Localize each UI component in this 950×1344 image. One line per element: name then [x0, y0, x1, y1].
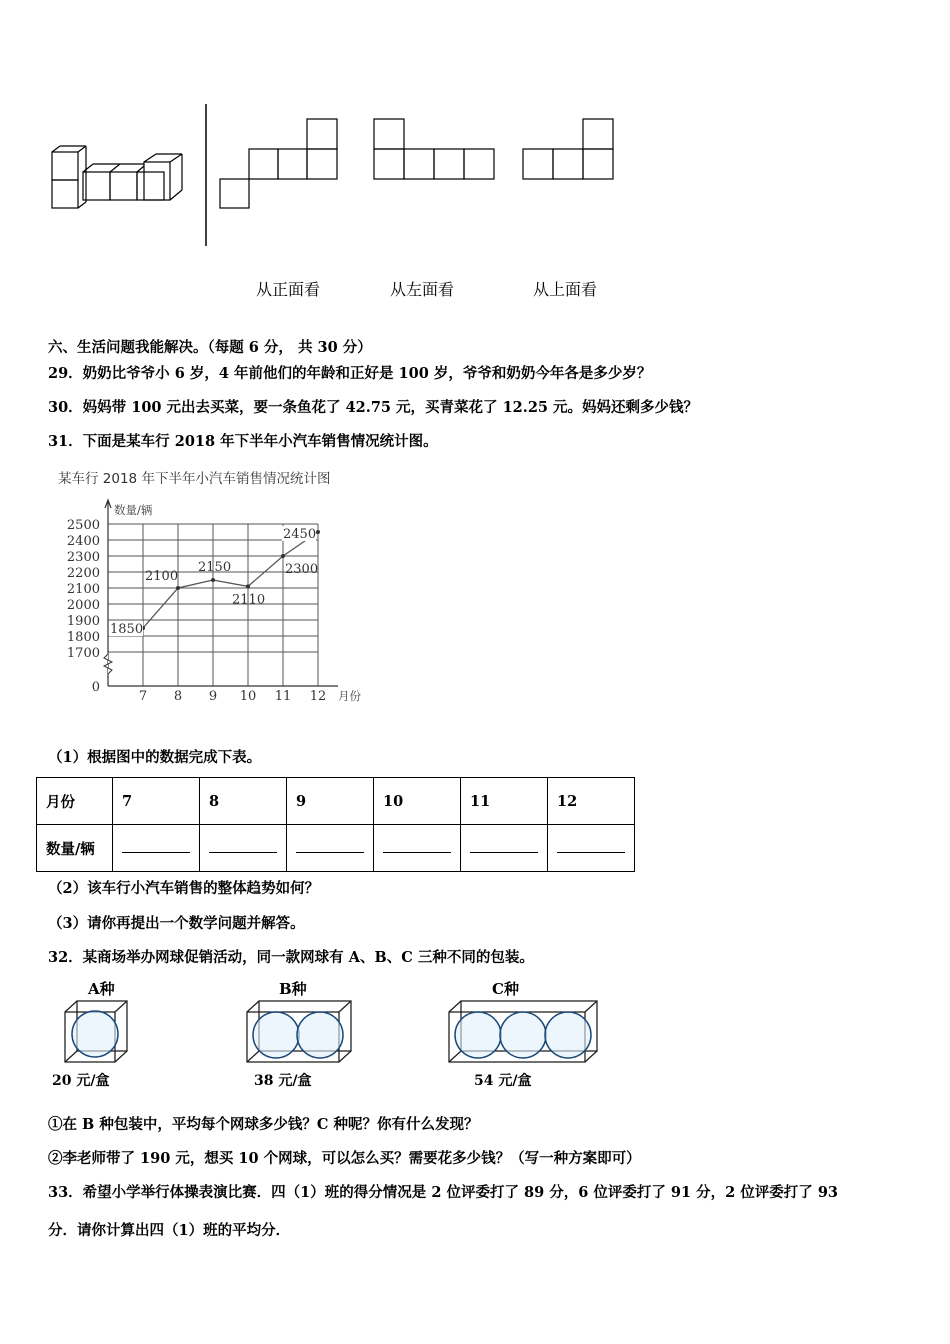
data-point [281, 554, 285, 558]
package-a-box [62, 998, 142, 1070]
question-32-part1: ①在 B 种包装中，平均每个网球多少钱？C 种呢？你有什么发现？ [48, 1116, 479, 1133]
package-b-box [244, 998, 356, 1070]
x-axis-label: 月份 [338, 689, 361, 703]
chart-title: 某车行 2018 年下半年小汽车销售情况统计图 [58, 471, 331, 487]
view-left-shape [374, 119, 494, 179]
answer-blank[interactable] [200, 825, 287, 872]
section-heading: 六、生活问题我能解决。（每题 6 分， 共 30 分） [48, 339, 372, 356]
package-c-box [446, 998, 602, 1070]
x-tick-label: 10 [239, 689, 257, 704]
tennis-packages [52, 978, 612, 1090]
question-32: 32．某商场举办网球促销活动，同一款网球有 A、B、C 三种不同的包装。 [48, 949, 534, 966]
tennis-ball-icon [500, 1012, 546, 1058]
table-cell-month: 10 [374, 778, 461, 825]
view-label-left: 从左面看 [390, 280, 455, 299]
x-tick-label: 11 [274, 689, 292, 704]
cube-solid [52, 146, 182, 208]
y-axis-label: 数量/辆 [114, 503, 153, 517]
data-point [211, 578, 215, 582]
y-tick-label: 0 [91, 680, 100, 695]
cube-views-figure [40, 100, 640, 260]
table-cell-month: 12 [548, 778, 635, 825]
answer-blank[interactable] [374, 825, 461, 872]
view-label-top: 从上面看 [533, 280, 598, 299]
table-row-label: 数量/辆 [37, 825, 113, 872]
table-row-quantity [37, 825, 635, 872]
question-33-line1: 33．希望小学举行体操表演比赛．四（1）班的得分情况是 2 位评委打了 89 分，6 位评委打了 91 分，2 位评委打了 93 [48, 1184, 838, 1201]
package-b-price: 38 元/盒 [254, 1073, 312, 1089]
package-a-price: 20 元/盒 [52, 1073, 110, 1089]
x-tick-label: 12 [309, 689, 327, 704]
question-30: 30．妈妈带 100 元出去买菜，要一条鱼花了 42.75 元，买青菜花了 12.25 元。妈妈还剩多少钱？ [48, 399, 699, 416]
sales-table [36, 777, 635, 872]
table-cell-month: 9 [287, 778, 374, 825]
package-c-label: C种 [492, 980, 519, 998]
data-point [316, 530, 320, 534]
table-cell-month: 8 [200, 778, 287, 825]
y-tick-label: 1900 [66, 614, 100, 629]
data-label: 1850 [110, 622, 144, 637]
sales-line-chart [50, 490, 390, 710]
question-31-part1: （1）根据图中的数据完成下表。 [48, 749, 262, 766]
question-32-part2: ②李老师带了 190 元，想买 10 个网球，可以怎么买？需要花多少钱？（写一种方案即可） [48, 1150, 641, 1167]
data-label: 2110 [232, 592, 266, 608]
data-point [176, 586, 180, 590]
data-label: 2300 [285, 562, 319, 577]
tennis-ball-icon [297, 1012, 343, 1058]
x-tick-label: 7 [138, 689, 148, 704]
tennis-ball-icon [72, 1011, 118, 1057]
answer-blank[interactable] [287, 825, 374, 872]
tennis-ball-icon [253, 1012, 299, 1058]
y-tick-label: 1800 [66, 630, 100, 645]
y-tick-label: 1700 [66, 646, 100, 661]
answer-blank[interactable] [548, 825, 635, 872]
package-a-label: A种 [88, 980, 115, 998]
answer-blank[interactable] [461, 825, 548, 872]
y-tick-label: 2300 [66, 550, 100, 565]
question-31-part3: （3）请你再提出一个数学问题并解答。 [48, 915, 305, 932]
table-row-label: 月份 [37, 778, 113, 825]
tennis-ball-icon [545, 1012, 591, 1058]
data-label: 2100 [145, 569, 179, 584]
y-tick-label: 2000 [66, 598, 100, 613]
x-tick-label: 9 [208, 689, 218, 704]
y-tick-label: 2200 [66, 566, 100, 581]
y-tick-label: 2500 [66, 518, 100, 533]
table-cell-month: 7 [113, 778, 200, 825]
data-point [246, 584, 250, 588]
view-front-shape [220, 119, 337, 208]
data-label: 2150 [198, 560, 232, 575]
answer-blank[interactable] [113, 825, 200, 872]
question-31-part2: （2）该车行小汽车销售的整体趋势如何？ [48, 880, 320, 897]
y-tick-label: 2400 [66, 534, 100, 549]
question-29: 29．奶奶比爷爷小 6 岁，4 年前他们的年龄和正好是 100 岁，爷爷和奶奶今年各是多少岁？ [48, 365, 652, 382]
tennis-ball-icon [455, 1012, 501, 1058]
package-b-label: B种 [279, 980, 307, 998]
question-33-line2: 分．请你计算出四（1）班的平均分． [48, 1222, 291, 1239]
package-c-price: 54 元/盒 [474, 1073, 532, 1089]
table-row-months [37, 778, 635, 825]
y-tick-label: 2100 [66, 582, 100, 597]
question-31: 31．下面是某车行 2018 年下半年小汽车销售情况统计图。 [48, 433, 438, 450]
axis-break [104, 654, 112, 674]
view-top-shape [523, 119, 613, 179]
view-label-front: 从正面看 [256, 280, 321, 299]
x-tick-label: 8 [173, 689, 183, 704]
data-label: 2450 [283, 527, 317, 542]
table-cell-month: 11 [461, 778, 548, 825]
